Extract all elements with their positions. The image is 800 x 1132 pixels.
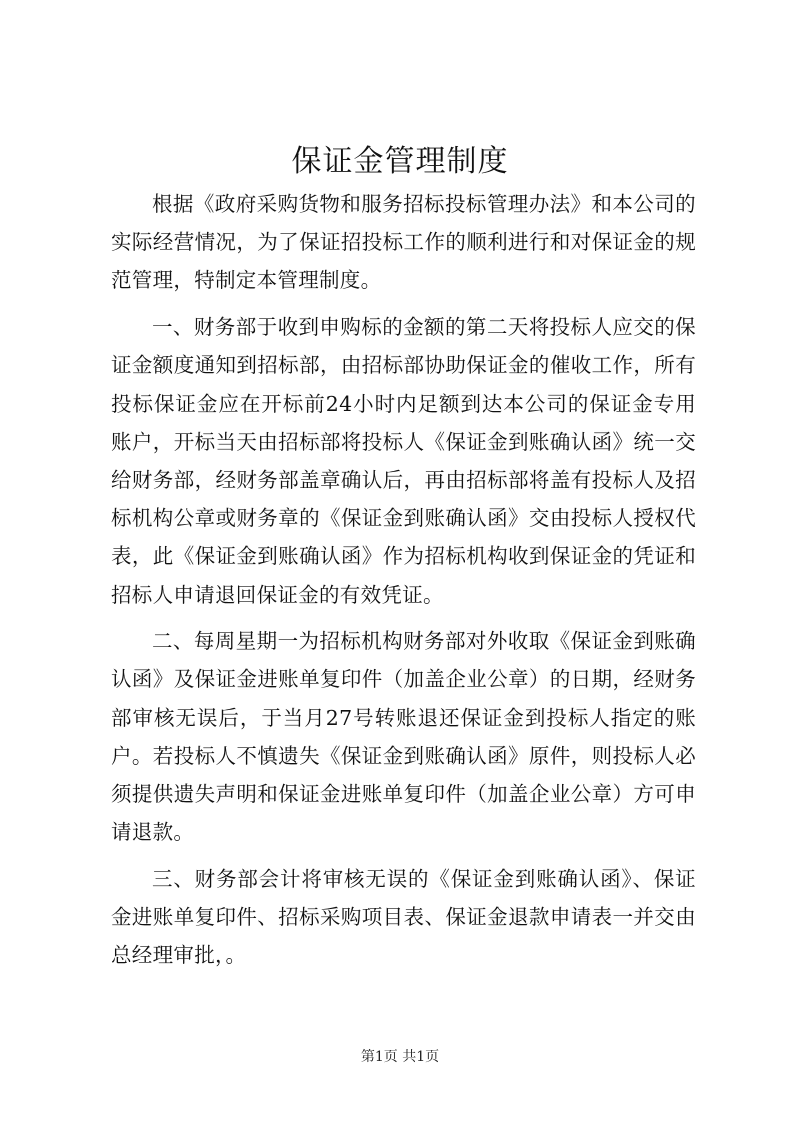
paragraph-section-3: 三、财务部会计将审核无误的《保证金到账确认函》、保证金进账单复印件、招标采购项目表、保证金退款申请表一并交由总经理审批，。 [111, 866, 696, 968]
paragraph-intro: 根据《政府采购货物和服务招标投标管理办法》和本公司的实际经营情况，为了保证招投标工作的顺利进行和对保证金的规范管理，特制定本管理制度。 [111, 192, 696, 293]
page-number-footer: 第1页 共1页 [360, 1049, 440, 1065]
paragraph-section-1: 一、财务部于收到申购标的金额的第二天将投标人应交的保证金额度通知到招标部，由招标部协助保证金的催收工作，所有投标保证金应在开标前24小时内足额到达本公司的保证金专用账户，开标当天由招标部将投标人《保证金到账确认函》统一交给财务部，经财务部盖章确认后，再由招标部将盖有投标人及招标机构公章或财务章的《保证金到账确认函》交由投标人授权代表，此《保证金到账确认函》作为招标机构收到保证金的凭证和招标人申请退回保证金的有效凭证。 [111, 315, 696, 607]
document-title: 保证金管理制度 [291, 144, 509, 179]
paragraph-section-2: 二、每周星期一为招标机构财务部对外收取《保证金到账确认函》及保证金进账单复印件（加盖企业公章）的日期，经财务部审核无误后，于当月27号转账退还保证金到投标人指定的账户。若投标人不慎遗失《保证金到账确认函》原件，则投标人必须提供遗失声明和保证金进账单复印件（加盖企业公章）方可申请退款。 [111, 629, 696, 845]
document-body [111, 185, 696, 983]
